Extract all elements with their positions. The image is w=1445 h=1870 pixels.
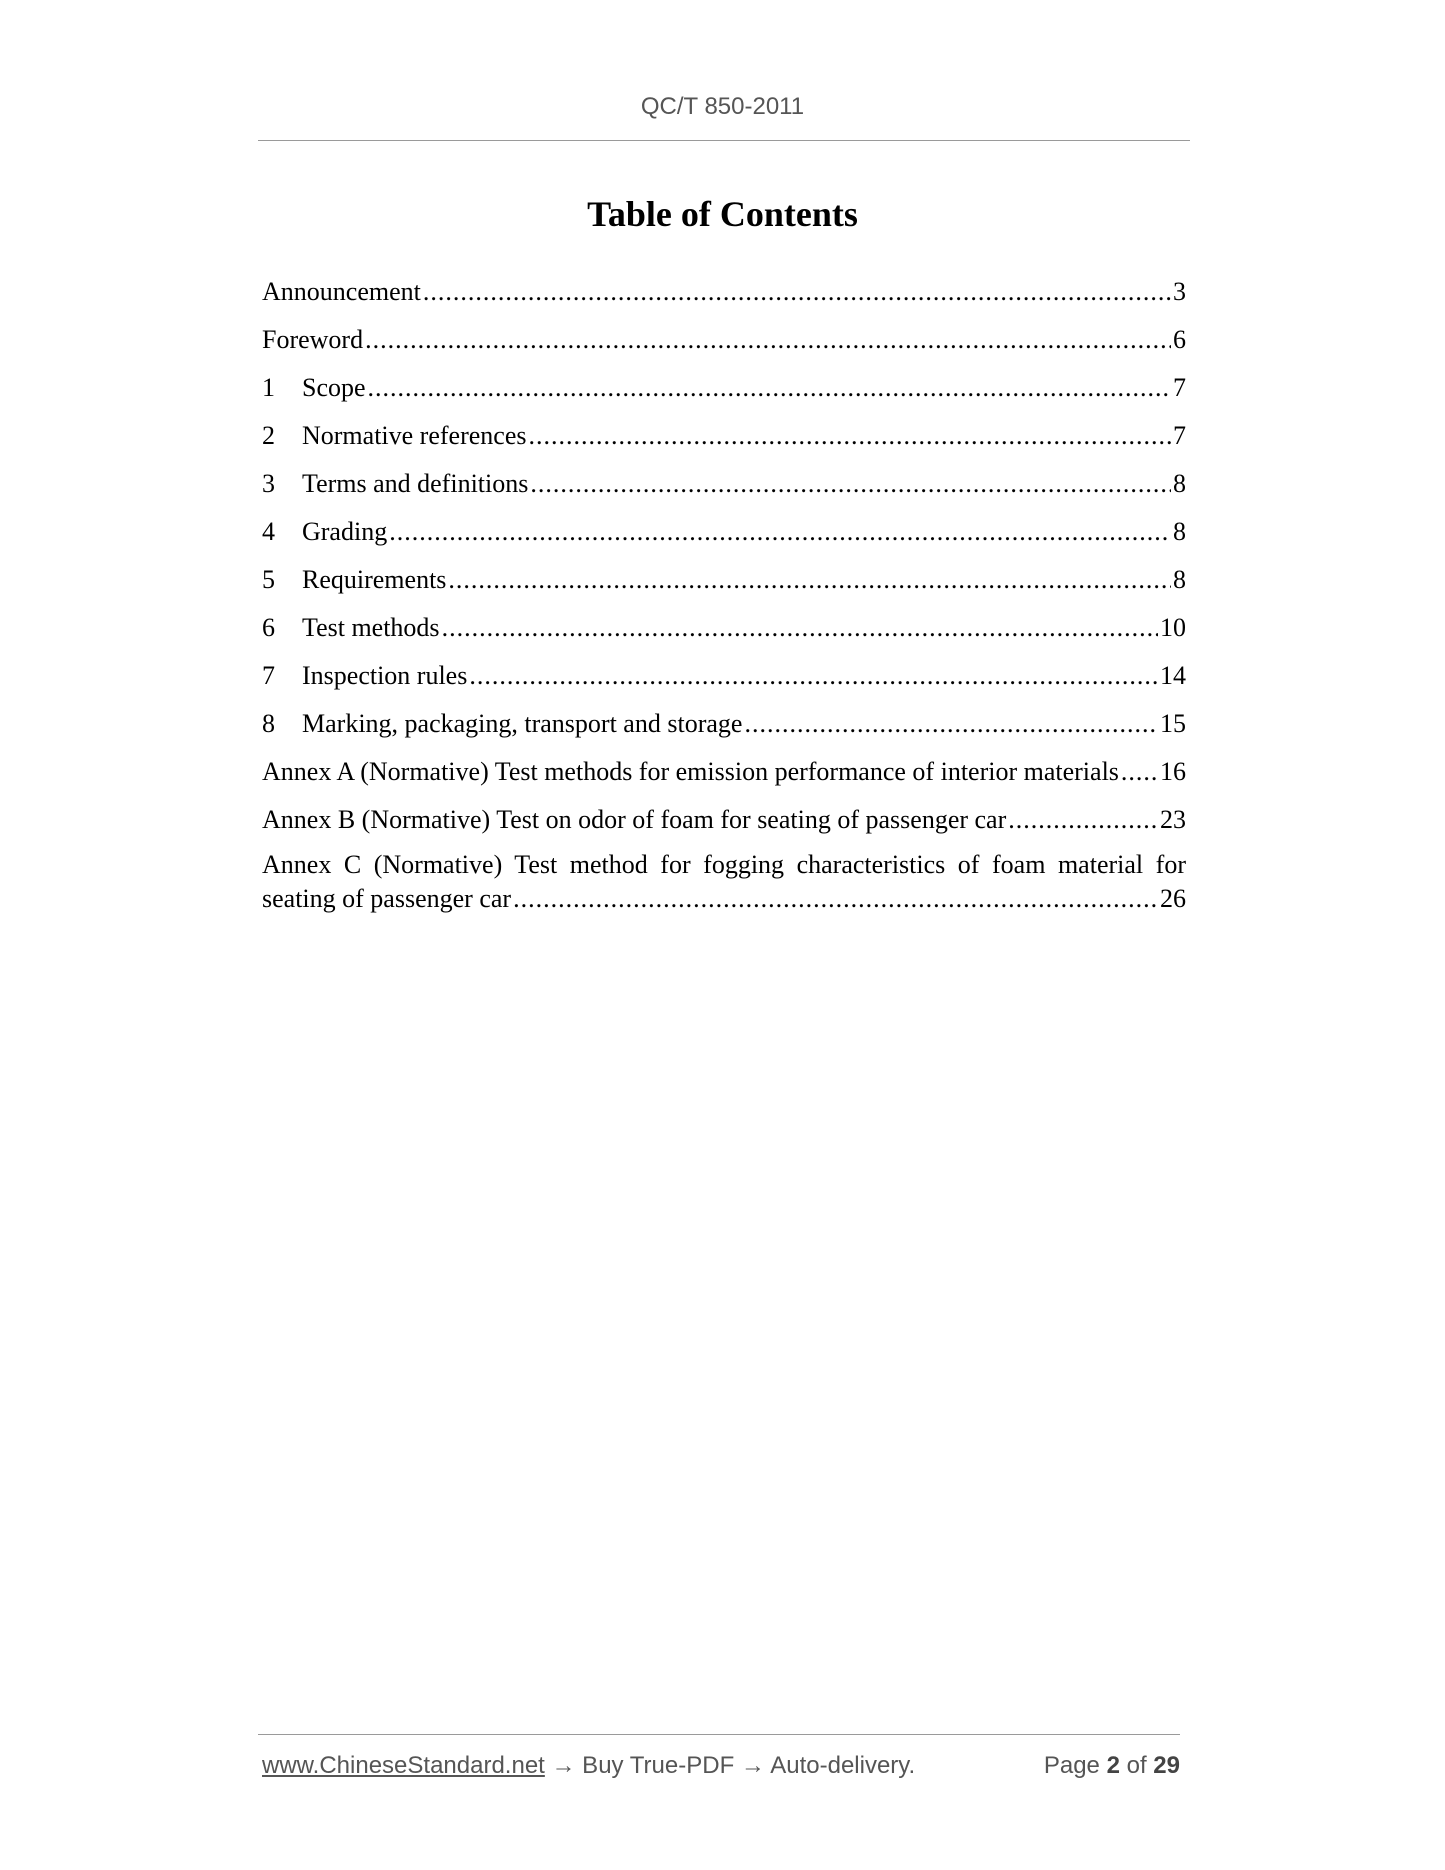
toc-entry-label: Annex A (Normative) Test methods for emission performance of interior materials: [262, 757, 1119, 786]
toc-entry-label: Requirements: [302, 565, 447, 594]
toc-entry-label: Inspection rules: [302, 661, 468, 690]
toc-entry-label: Grading: [302, 517, 388, 546]
toc-dot-leader: [469, 656, 1158, 696]
toc-dot-leader: [530, 464, 1171, 504]
toc-entry-number: 8: [262, 709, 275, 738]
toc-entry-page: 7: [1173, 421, 1186, 450]
website-link[interactable]: www.ChineseStandard.net: [262, 1752, 545, 1779]
toc-entry-page: 10: [1160, 613, 1186, 642]
table-of-contents: [262, 264, 1186, 916]
toc-entry-number: 4: [262, 517, 275, 546]
toc-dot-leader: [368, 368, 1171, 408]
page-total: 29: [1153, 1752, 1180, 1779]
header-divider: [258, 140, 1190, 141]
page-footer: [262, 1752, 1180, 1780]
toc-entry-foreword[interactable]: [262, 312, 1186, 360]
toc-entry-label: Marking, packaging, transport and storage: [302, 709, 743, 738]
toc-entry-number: 1: [262, 373, 275, 402]
toc-entry-label: Announcement: [262, 277, 421, 306]
toc-dot-leader: [744, 704, 1158, 744]
toc-entry-inspection-rules[interactable]: [262, 648, 1186, 696]
page-label: Page: [1043, 1752, 1100, 1779]
toc-dot-leader: [513, 882, 1158, 916]
toc-entry-page: 8: [1173, 469, 1186, 498]
toc-entry-marking-packaging[interactable]: [262, 696, 1186, 744]
toc-entry-number: 7: [262, 661, 275, 690]
footer-left: [262, 1752, 915, 1780]
toc-entry-label-line1: Annex C (Normative) Test method for fogging characteristics of foam material for: [262, 850, 1186, 879]
footer-divider: [258, 1734, 1180, 1735]
toc-entry-number: 2: [262, 421, 275, 450]
page-number: [1044, 1752, 1180, 1780]
toc-entry-label: Foreword: [262, 325, 364, 354]
toc-entry-label: Test methods: [302, 613, 440, 642]
toc-entry-label: Scope: [302, 373, 366, 402]
page-of-label: of: [1126, 1752, 1147, 1779]
toc-entry-label: Annex B (Normative) Test on odor of foam for seating of passenger car: [262, 805, 1007, 834]
toc-entry-page: 3: [1173, 277, 1186, 306]
toc-entry-page: 16: [1160, 757, 1186, 786]
footer-promo-text: → Buy True-PDF → Auto-delivery.: [551, 1752, 916, 1779]
toc-entry-page: 23: [1160, 805, 1186, 834]
toc-dot-leader: [442, 608, 1158, 648]
toc-entry-grading[interactable]: [262, 504, 1186, 552]
toc-entry-number: 5: [262, 565, 275, 594]
toc-entry-annex-c[interactable]: [262, 848, 1186, 916]
toc-dot-leader: [1121, 752, 1158, 792]
page-current: 2: [1106, 1752, 1120, 1779]
toc-entry-number: 3: [262, 469, 275, 498]
page-title: Table of Contents: [587, 194, 858, 234]
toc-entry-label-line2: seating of passenger car: [262, 884, 512, 913]
toc-dot-leader: [528, 416, 1171, 456]
toc-dot-leader: [423, 272, 1171, 312]
toc-entry-page: 8: [1173, 517, 1186, 546]
toc-entry-page: 14: [1160, 661, 1186, 690]
toc-entry-annex-b[interactable]: [262, 792, 1186, 840]
toc-entry-page: 8: [1173, 565, 1186, 594]
toc-entry-scope[interactable]: [262, 360, 1186, 408]
toc-entry-normative-references[interactable]: [262, 408, 1186, 456]
toc-entry-page: 6: [1173, 325, 1186, 354]
toc-entry-number: 6: [262, 613, 275, 642]
toc-entry-annex-a[interactable]: [262, 744, 1186, 792]
toc-entry-requirements[interactable]: [262, 552, 1186, 600]
toc-entry-test-methods[interactable]: [262, 600, 1186, 648]
toc-entry-label: Terms and definitions: [302, 469, 529, 498]
toc-entry-page: 26: [1160, 884, 1186, 913]
toc-entry-announcement[interactable]: [262, 264, 1186, 312]
toc-dot-leader: [365, 320, 1171, 360]
toc-entry-label: Normative references: [302, 421, 527, 450]
toc-entry-page: 7: [1173, 373, 1186, 402]
toc-entry-terms-definitions[interactable]: [262, 456, 1186, 504]
document-code: QC/T 850-2011: [640, 93, 805, 120]
toc-dot-leader: [389, 512, 1171, 552]
toc-dot-leader: [448, 560, 1171, 600]
toc-entry-page: 15: [1160, 709, 1186, 738]
toc-dot-leader: [1008, 800, 1158, 840]
